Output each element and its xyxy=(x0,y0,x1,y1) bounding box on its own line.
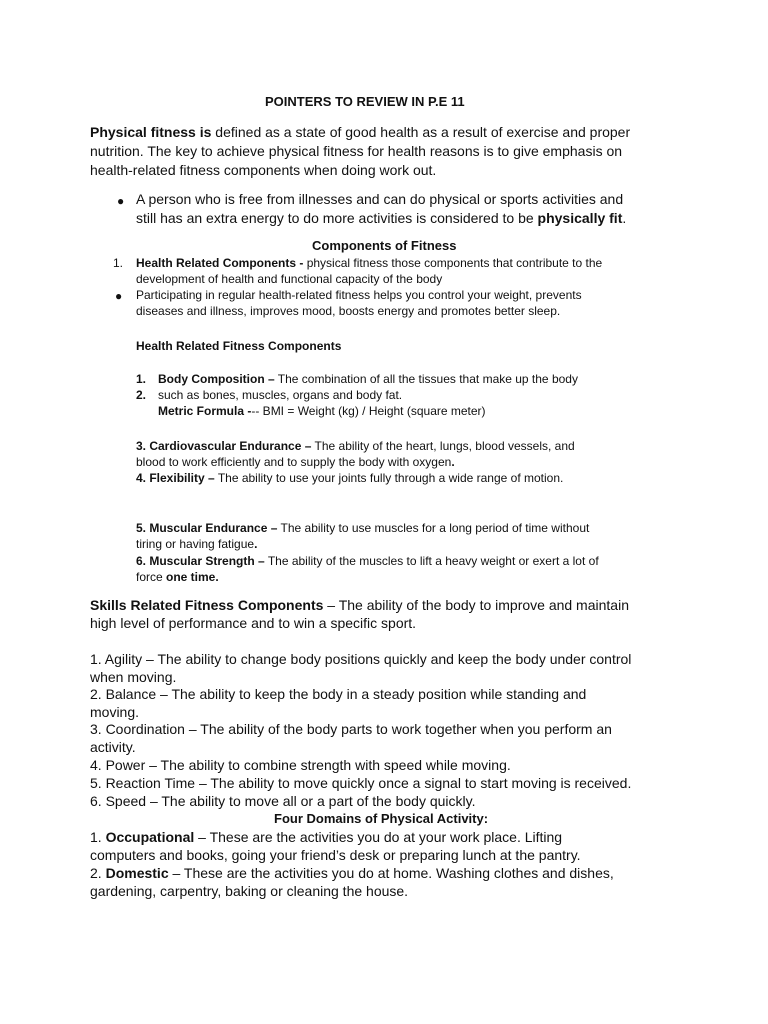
body-composition-line-2: such as bones, muscles, organs and body fat. xyxy=(158,388,403,402)
occupational-term: Occupational xyxy=(105,829,195,845)
flexibility-term: 4. Flexibility – xyxy=(136,471,215,485)
skill-coordination-line-1: 3. Coordination – The ability of the body parts to work together when you perform an xyxy=(90,721,612,737)
muscular-endurance-text-2: tiring or having fatigue xyxy=(136,537,255,551)
intro-line-1 xyxy=(90,125,630,139)
muscular-strength-text-2: force xyxy=(136,570,167,584)
hr-components-heading: Health Related Fitness Components xyxy=(136,339,342,353)
metric-formula-text: -- BMI = Weight (kg) / Height (square meter) xyxy=(251,404,486,418)
domestic-line-2: gardening, carpentry, baking or cleaning the house. xyxy=(90,883,409,899)
cardio-text-1: The ability of the heart, lungs, blood vessels, and xyxy=(311,439,575,453)
bullet-fit-line-2 xyxy=(136,211,626,225)
domestic-term: Domestic xyxy=(105,865,169,881)
cardio-text-2: blood to work efficiently and to supply the body with oxygen xyxy=(136,455,452,469)
intro-line-3: health-related fitness components when doing work out. xyxy=(90,162,437,178)
skill-reaction: 5. Reaction Time – The ability to move quickly once a signal to start moving is received. xyxy=(90,775,632,791)
domains-heading: Four Domains of Physical Activity: xyxy=(274,811,489,826)
occupational-line-1 xyxy=(90,830,562,844)
body-composition-line-1 xyxy=(158,373,578,385)
muscular-strength-text-1: The ability of the muscles to lift a heavy weight or exert a lot of xyxy=(264,554,599,568)
muscular-endurance-term: 5. Muscular Endurance – xyxy=(136,521,278,535)
body-composition-term: Body Composition – xyxy=(158,372,275,386)
bullet-fit-text: still has an extra energy to do more activities is considered to be xyxy=(136,210,538,226)
bullet-fit-emphasis: physically fit xyxy=(537,210,623,226)
health-related-term: Health Related Components - xyxy=(136,256,304,270)
muscular-endurance-line-2 xyxy=(136,538,257,550)
occupational-number: 1. xyxy=(90,829,106,845)
skills-line-1 xyxy=(90,598,629,612)
bullet-icon: ● xyxy=(117,194,125,208)
muscular-endurance-text-1: The ability to use muscles for a long period of time without xyxy=(277,521,590,535)
muscular-strength-line-1 xyxy=(136,555,599,567)
occupational-text-1: – These are the activities you do at your work place. Lifting xyxy=(194,829,563,845)
intro-text-1: defined as a state of good health as a result of exercise and proper xyxy=(211,124,631,140)
skills-term: Skills Related Fitness Components xyxy=(90,597,324,613)
muscular-endurance-end: . xyxy=(254,537,258,551)
page-title: POINTERS TO REVIEW IN P.E 11 xyxy=(265,94,465,109)
flexibility-line xyxy=(136,472,563,484)
cardio-line-1 xyxy=(136,440,575,452)
domestic-text-1: – These are the activities you do at home. Washing clothes and dishes, xyxy=(168,865,614,881)
skills-line-2: high level of performance and to win a specific sport. xyxy=(90,615,417,631)
body-composition-number-1: 1. xyxy=(136,372,147,386)
metric-formula-label: Metric Formula - xyxy=(158,404,252,418)
muscular-strength-term: 6. Muscular Strength – xyxy=(136,554,265,568)
body-composition-number-2: 2. xyxy=(136,388,147,402)
skill-coordination-line-2: activity. xyxy=(90,739,136,755)
skills-text-1: – The ability of the body to improve and maintain xyxy=(323,597,629,613)
muscular-strength-line-2 xyxy=(136,571,219,583)
cardio-end: . xyxy=(451,455,455,469)
body-composition-def: The combination of all the tissues that make up the body xyxy=(274,372,578,386)
bullet-fit-line-1: A person who is free from illnesses and can do physical or sports activities and xyxy=(136,191,624,207)
health-related-line-1 xyxy=(136,257,602,269)
skill-agility-line-1: 1. Agility – The ability to change body positions quickly and keep the body under control xyxy=(90,651,632,667)
muscular-strength-emphasis: one time. xyxy=(166,570,219,584)
skill-balance-line-2: moving. xyxy=(90,704,140,720)
health-related-text-1: physical fitness those components that contribute to the xyxy=(303,256,603,270)
domestic-line-1 xyxy=(90,866,614,880)
bullet-regular-line-1: Participating in regular health-related fitness helps you control your weight, prevents xyxy=(136,288,582,302)
bullet-icon: ● xyxy=(115,289,123,303)
skill-speed: 6. Speed – The ability to move all or a part of the body quickly. xyxy=(90,793,476,809)
bullet-fit-end: . xyxy=(622,210,627,226)
skill-balance-line-1: 2. Balance – The ability to keep the body in a steady position while standing and xyxy=(90,686,587,702)
skill-power: 4. Power – The ability to combine strength with speed while moving. xyxy=(90,757,511,773)
skill-agility-line-2: when moving. xyxy=(90,669,177,685)
flexibility-def: The ability to use your joints fully through a wide range of motion. xyxy=(214,471,564,485)
components-heading: Components of Fitness xyxy=(312,238,457,253)
cardio-line-2 xyxy=(136,456,455,468)
muscular-endurance-line-1 xyxy=(136,522,589,534)
occupational-line-2: computers and books, going your friend’s desk or preparing lunch at the pantry. xyxy=(90,847,581,863)
health-related-number: 1. xyxy=(113,256,124,270)
health-related-line-2: development of health and functional capacity of the body xyxy=(136,272,443,286)
domestic-number: 2. xyxy=(90,865,106,881)
metric-formula xyxy=(158,405,486,417)
intro-term: Physical fitness is xyxy=(90,124,212,140)
cardio-term: 3. Cardiovascular Endurance – xyxy=(136,439,312,453)
bullet-regular-line-2: diseases and illness, improves mood, boosts energy and promotes better sleep. xyxy=(136,304,561,318)
intro-line-2: nutrition. The key to achieve physical fitness for health reasons is to give emphasis on xyxy=(90,143,623,159)
